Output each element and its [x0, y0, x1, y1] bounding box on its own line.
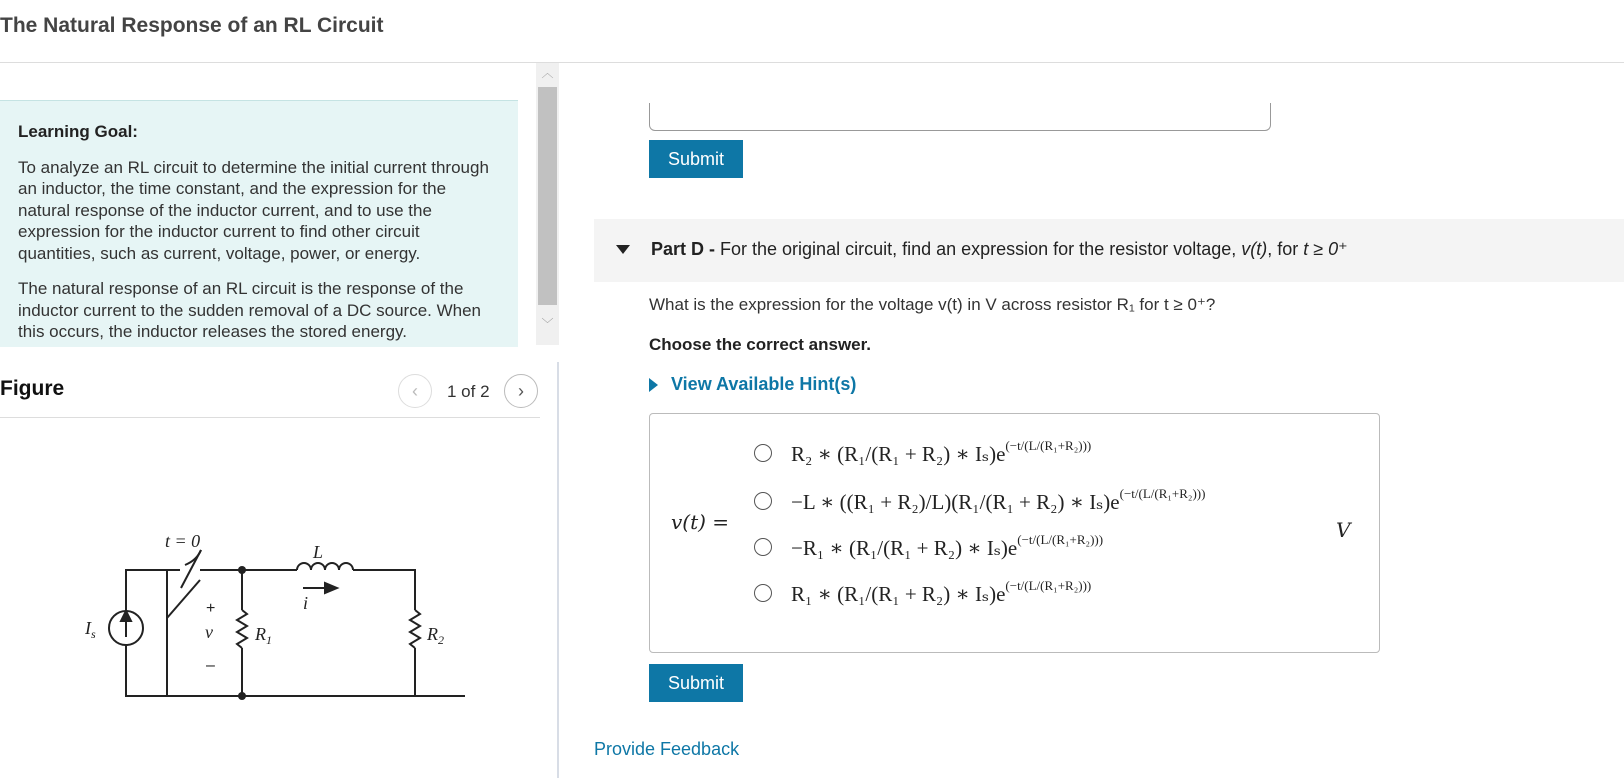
choice-exponent: (−t/(L/(R₁+R₂))): [1005, 578, 1092, 593]
part-d-header[interactable]: [594, 219, 1624, 282]
submit-button[interactable]: Submit: [649, 664, 743, 702]
lhs-label: v(t) =: [671, 510, 730, 534]
choice-option[interactable]: [754, 438, 1091, 467]
choice-option[interactable]: [754, 578, 1091, 607]
learning-goal-text-1: To analyze an RL circuit to determine the initial current through an inductor, the time constant, and the expression for the natural response of the inductor current, and to use the expression for the inductor current to find other circuit quantities, such as current, voltage, power, or energy.: [18, 157, 489, 263]
choice-text: R₂ ∗ (R₁/(R₁ + R₂) ∗ Iₛ)e: [791, 442, 1006, 466]
chevron-right-icon: ›: [518, 380, 524, 401]
question-text: What is the expression for the voltage v(t) in V across resistor R₁ for t ≥ 0⁺?: [649, 295, 1216, 314]
panel-divider[interactable]: [557, 362, 559, 778]
caret-right-icon: [649, 378, 658, 392]
right-panel: [560, 63, 1624, 778]
choice-exponent: (−t/(L/(R₁+R₂))): [1119, 486, 1206, 501]
choice-exponent: (−t/(L/(R₁+R₂))): [1017, 532, 1104, 547]
page-title: The Natural Response of an RL Circuit: [0, 14, 384, 37]
chevron-left-icon: ‹: [412, 380, 418, 401]
r1-label: $R_1$: [255, 624, 272, 647]
learning-goal-heading: Learning Goal:: [18, 122, 138, 141]
inductor-label: L: [313, 542, 324, 562]
r2-label: $R_2$: [427, 624, 444, 647]
previous-answer-field[interactable]: [649, 103, 1271, 131]
figure-header: [0, 370, 540, 418]
view-hints-link[interactable]: View Available Hint(s): [649, 374, 856, 395]
figure-counter: 1 of 2: [447, 382, 490, 401]
source-label: $I_s$: [85, 618, 96, 641]
switch-time-label: t = 0: [165, 531, 201, 551]
choice-option[interactable]: [754, 486, 1205, 515]
learning-goal-text-2: The natural response of an RL circuit is the response of the inductor current to the sudden removal of a DC source. When this occurs, the inductor releases the stored energy.: [18, 279, 482, 341]
figure-prev-button[interactable]: [398, 374, 432, 408]
figure-next-button[interactable]: [504, 374, 538, 408]
submit-button-previous[interactable]: Submit: [649, 140, 743, 178]
choice-text: −L ∗ ((R₁ + R₂)/L)(R₁/(R₁ + R₂) ∗ Iₛ)e: [791, 490, 1120, 514]
radio-button[interactable]: [754, 492, 772, 510]
voltage-label: v: [205, 622, 213, 642]
choice-exponent: (−t/(L/(R₁+R₂))): [1005, 438, 1092, 453]
current-label: i: [303, 593, 309, 613]
scroll-down-icon[interactable]: ﹀: [541, 317, 554, 331]
scroll-up-icon[interactable]: ︿: [541, 66, 554, 80]
figure-title: Figure: [0, 377, 65, 400]
unit-label: V: [1336, 518, 1351, 542]
choice-text: −R₁ ∗ (R₁/(R₁ + R₂) ∗ Iₛ)e: [791, 536, 1018, 560]
part-d-title: Part D - For the original circuit, find an expression for the resistor voltage, v(t), for t ≥ 0⁺: [651, 239, 1348, 259]
caret-down-icon: [616, 245, 630, 254]
scrollbar-thumb[interactable]: [538, 87, 557, 305]
choice-text: R₁ ∗ (R₁/(R₁ + R₂) ∗ Iₛ)e: [791, 582, 1006, 606]
minus-sign: –: [206, 657, 215, 674]
choice-option[interactable]: [754, 532, 1103, 561]
learning-goal-box: [0, 100, 518, 347]
plus-sign: +: [206, 600, 216, 617]
radio-button[interactable]: [754, 584, 772, 602]
instruction-text: Choose the correct answer.: [649, 335, 872, 354]
page-header: [0, 0, 1624, 63]
provide-feedback-link[interactable]: Provide Feedback: [594, 739, 740, 759]
rl-circuit-diagram: [85, 520, 465, 715]
radio-button[interactable]: [754, 444, 772, 462]
radio-button[interactable]: [754, 538, 772, 556]
left-scrollbar[interactable]: [536, 63, 559, 345]
answer-choices-box: [649, 413, 1380, 653]
